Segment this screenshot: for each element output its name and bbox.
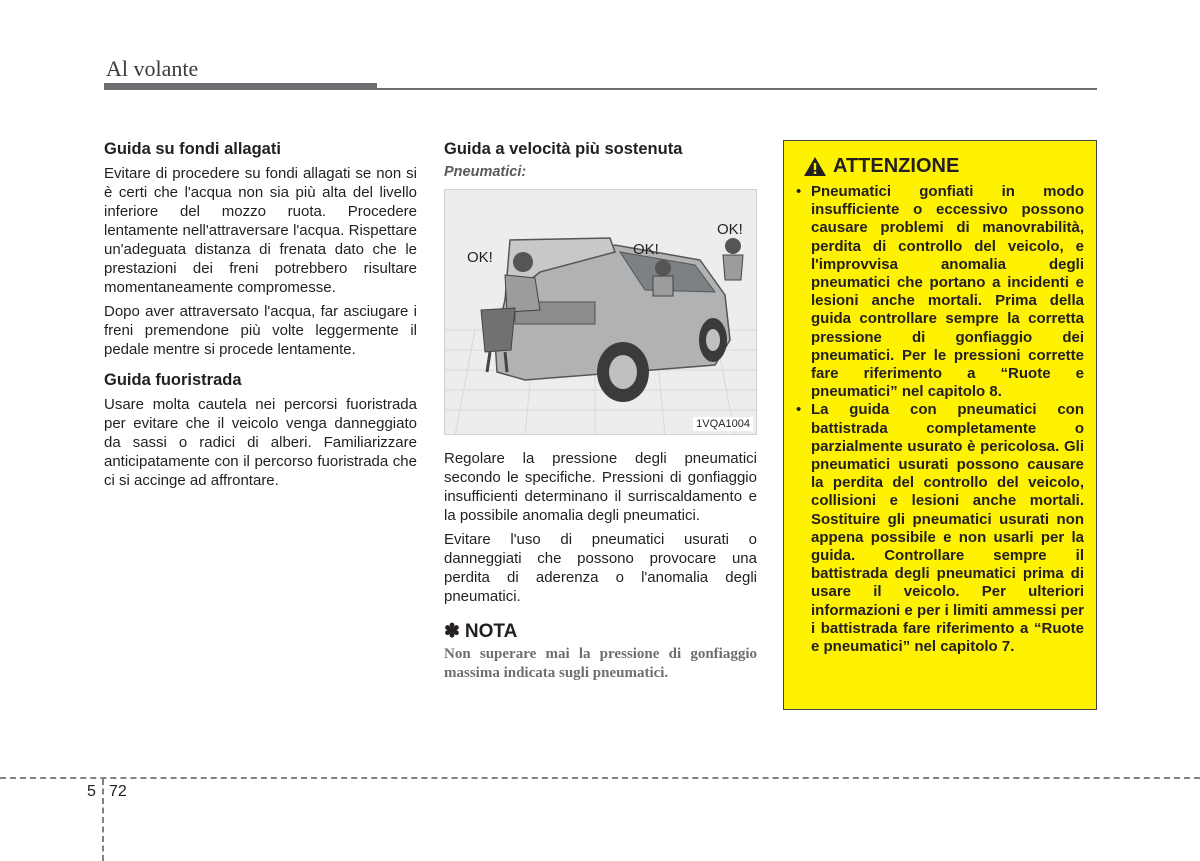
section-heading-high-speed: Guida a velocità più sostenuta bbox=[444, 140, 683, 158]
paragraph-worn-tires: Evitare l'uso di pneumatici usurati o danneggiati che possono provocare una perdita di aderenza o l'anomalia degli pneumatici. bbox=[444, 531, 757, 605]
paragraph-flooded-roads-2: Dopo aver attraversato l'acqua, far asciugare i freni premendone più volte leggermente il pedale mentre si procede lentamente. bbox=[104, 303, 417, 358]
warning-triangle-icon bbox=[803, 156, 827, 177]
ok-label-right: OK! bbox=[717, 221, 743, 238]
figure-code: 1VQA1004 bbox=[693, 417, 753, 431]
footer-dashed-rule bbox=[0, 777, 1200, 779]
warning-item-underinflated: • Pneumatici gonfiati in modo insufficiente o eccessivo possono causare problemi di manovrabilità, perdita di controllo del veicolo, e l'improvvisa anomalia degli pneumatici che portano a incidenti e lesioni anche mortali. Prima della guida controllare sempre la corretta pressione di gonfiaggio dei pneumatici. Per le pressioni corrette fare riferimento a “Ruote e pneumatici” nel capitolo 8. bbox=[793, 183, 1084, 401]
header-rule-thin bbox=[104, 88, 1097, 90]
warning-title: ATTENZIONE bbox=[833, 155, 960, 177]
paragraph-offroad-1: Usare molta cautela nei percorsi fuoristrada per evitare che il veicolo venga danneggiato da sassi o radici di alberi. Familiarizzare anticipatamente con il percorso fuoristrada che ci si accinge ad affrontare. bbox=[104, 396, 417, 489]
chapter-number: 5 bbox=[87, 783, 96, 800]
middle-column bbox=[444, 140, 757, 683]
warning-box bbox=[783, 140, 1097, 710]
section-heading-offroad: Guida fuoristrada bbox=[104, 371, 242, 389]
car-illustration bbox=[445, 190, 757, 435]
footer-vertical-dashed-rule bbox=[102, 779, 104, 861]
left-column bbox=[104, 140, 417, 495]
warning-list bbox=[793, 183, 1084, 656]
page-number: 72 bbox=[109, 783, 127, 800]
paragraph-flooded-roads-1: Evitare di procedere su fondi allagati se non si è certi che l'acqua non sia più alta del livello inferiore del mozzo ruota. Procedere lentamente nell'attraversare l'acqua. Rispettare un'adeguata distanza di frenata dato che le prestazioni dei freni potrebbero risultare momentaneamente compromesse. bbox=[104, 165, 417, 296]
nota-heading bbox=[444, 620, 757, 643]
paragraph-tire-pressure: Regolare la pressione degli pneumatici secondo le specifiche. Pressioni di gonfiaggio insufficienti determinano il surriscaldamento e la possibile anomalia degli pneumatici. bbox=[444, 450, 757, 524]
subheading-tires: Pneumatici: bbox=[444, 164, 527, 180]
nota-title: NOTA bbox=[464, 620, 518, 642]
nota-text: Non superare mai la pressione di gonfiaggio massima indicata sugli pneumatici. bbox=[444, 646, 757, 681]
section-heading-flooded-roads: Guida su fondi allagati bbox=[104, 140, 281, 158]
page-header-title: Al volante bbox=[106, 56, 199, 81]
tire-check-illustration bbox=[444, 189, 757, 435]
ok-label-left: OK! bbox=[467, 249, 493, 266]
asterisk-icon: ✽ bbox=[444, 621, 460, 642]
warning-heading bbox=[803, 155, 1084, 178]
ok-label-center: OK! bbox=[633, 241, 659, 258]
warning-item-worn-tread: • La guida con pneumatici con battistrada completamente o parzialmente usurato è pericolosa. Gli pneumatici usurati possono causare la perdita del controllo del veicolo, collisioni e lesioni anche mortali. Sostituire gli pneumatici usurati non appena possibile e non usarli per la guida. Controllare sempre il battistrada degli pneumatici prima di usare il veicolo. Per ulteriori informazioni e per i limiti ammessi per i battistrada fare riferimento a “Ruote e pneumatici” nel capitolo 7. bbox=[793, 401, 1084, 656]
